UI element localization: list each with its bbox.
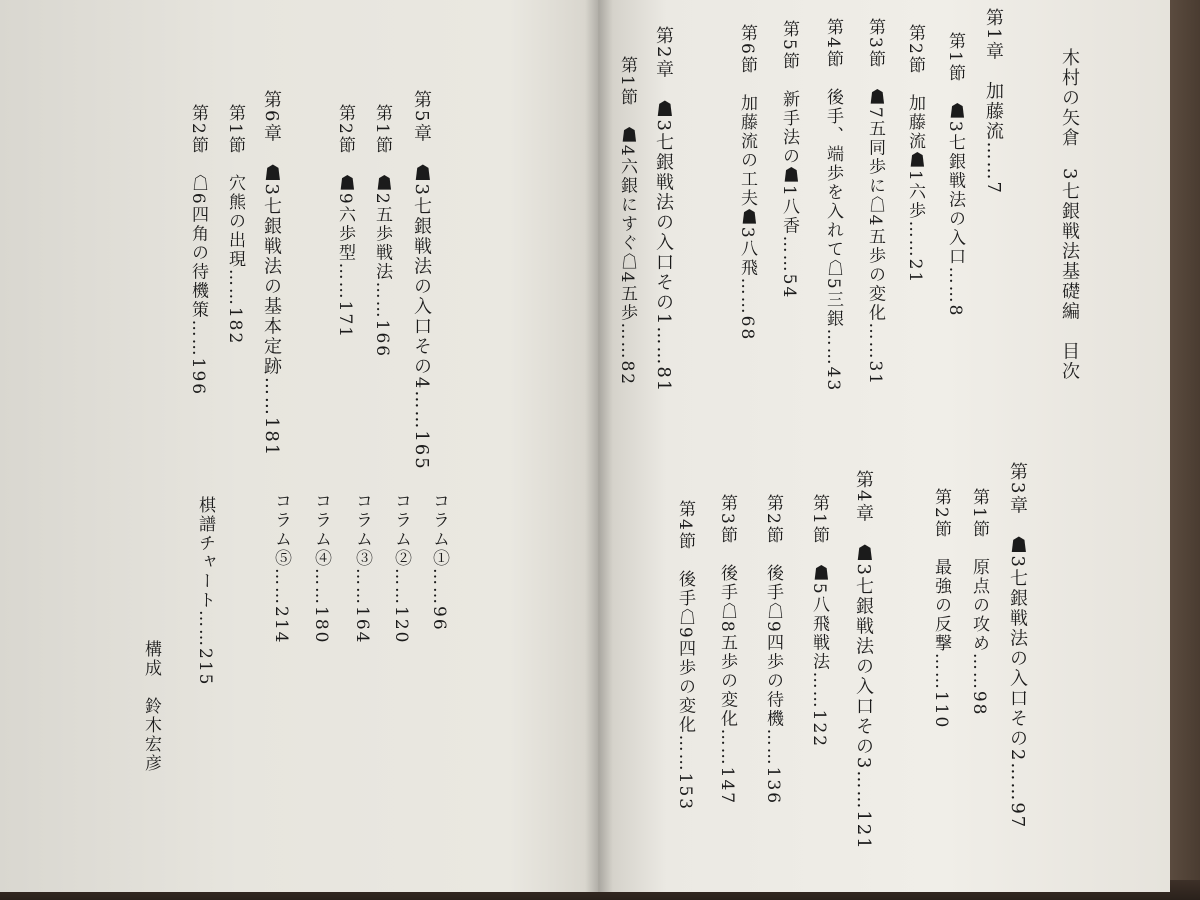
toc-column-5[interactable]: コラム⑤……214 bbox=[271, 492, 291, 645]
toc-section-4-2[interactable]: 第2節 後手☖9四歩の待機……136 bbox=[763, 494, 783, 806]
toc-section-1-2[interactable]: 第2節 加藤流☗1六歩……21 bbox=[905, 24, 925, 285]
toc-column-3[interactable]: コラム③……164 bbox=[352, 492, 372, 645]
toc-section-1-5[interactable]: 第5節 新手法の☗1八香……54 bbox=[779, 20, 799, 300]
toc-section-3-2[interactable]: 第2節 最強の反撃……110 bbox=[931, 488, 951, 730]
toc-section-3-1[interactable]: 第1節 原点の攻め……98 bbox=[969, 488, 989, 717]
toc-kifu-chart[interactable]: 棋譜チャート……215 bbox=[195, 496, 215, 687]
toc-section-4-1[interactable]: 第1節 ☗5八飛戦法……122 bbox=[809, 494, 829, 749]
toc-column-2[interactable]: コラム②……120 bbox=[391, 492, 411, 645]
left-page bbox=[0, 0, 598, 892]
toc-chapter-2[interactable]: 第2章 ☗3七銀戦法の入口その1……81 bbox=[653, 26, 674, 394]
book-gutter bbox=[585, 0, 613, 892]
toc-section-1-6[interactable]: 第6節 加藤流の工夫☗3八飛……68 bbox=[737, 24, 757, 342]
toc-section-2-1[interactable]: 第1節 ☗4六銀にすぐ☖4五歩……82 bbox=[617, 56, 637, 387]
toc-section-1-3[interactable]: 第3節 ☗7五同歩に☖4五歩の変化……31 bbox=[865, 18, 885, 387]
toc-section-1-4[interactable]: 第4節 後手、端歩を入れて☖5三銀……43 bbox=[823, 18, 843, 393]
toc-section-5-1[interactable]: 第1節 ☗2五歩戦法……166 bbox=[372, 104, 392, 359]
toc-section-1-1[interactable]: 第1節 ☗3七銀戦法の入口……8 bbox=[945, 32, 965, 318]
toc-section-4-3[interactable]: 第3節 後手☖8五歩の変化……147 bbox=[717, 494, 737, 806]
toc-chapter-1[interactable]: 第1章 加藤流……7 bbox=[983, 8, 1004, 195]
toc-chapter-3[interactable]: 第3章 ☗3七銀戦法の入口その2……97 bbox=[1007, 462, 1028, 830]
book-title: 木村の矢倉 3七銀戦法基礎編 目次 bbox=[1059, 48, 1080, 382]
toc-column-4[interactable]: コラム④……180 bbox=[311, 492, 331, 645]
credit-line: 構成 鈴木宏彦 bbox=[141, 640, 161, 773]
toc-chapter-5[interactable]: 第5章 ☗3七銀戦法の入口その4……165 bbox=[411, 90, 432, 471]
toc-section-6-2[interactable]: 第2節 ☖6四角の待機策……196 bbox=[188, 104, 208, 397]
toc-column-1[interactable]: コラム①……96 bbox=[429, 492, 449, 632]
toc-section-4-4[interactable]: 第4節 後手☖9四歩の変化……153 bbox=[675, 500, 695, 812]
toc-chapter-4[interactable]: 第4章 ☗3七銀戦法の入口その3……121 bbox=[853, 470, 874, 851]
toc-section-6-1[interactable]: 第1節 穴熊の出現……182 bbox=[225, 104, 245, 346]
toc-chapter-6[interactable]: 第6章 ☗3七銀戦法の基本定跡……181 bbox=[261, 90, 282, 458]
right-page bbox=[598, 0, 1170, 892]
toc-section-5-2[interactable]: 第2節 ☗9六歩型……171 bbox=[335, 104, 355, 340]
